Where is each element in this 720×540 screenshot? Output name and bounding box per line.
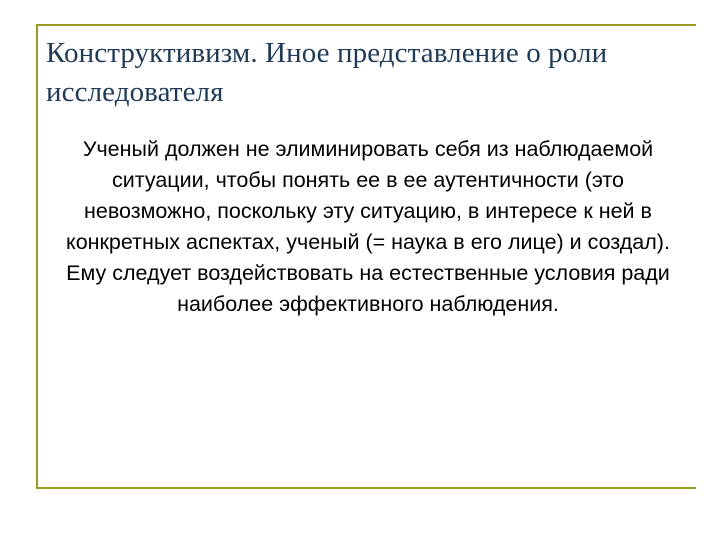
decorative-rule-bottom [36, 487, 696, 489]
slide-title: Конструктивизм. Иное представление о роли исследователя [46, 37, 608, 108]
decorative-rule-left [36, 24, 38, 489]
decorative-rule-top [36, 24, 696, 26]
slide-body-text: Ученый должен не элиминировать себя из наблюдаемой ситуации, чтобы понять ее в ее аутентичности (это невозможно, поскольку эту ситуацию, в интересе к ней в конкретных аспектах, ученый (= наука в его лице) и создал). Ему следует воздействовать на естественные условия ради наиболее эффективного наблюдения. [66, 137, 670, 316]
